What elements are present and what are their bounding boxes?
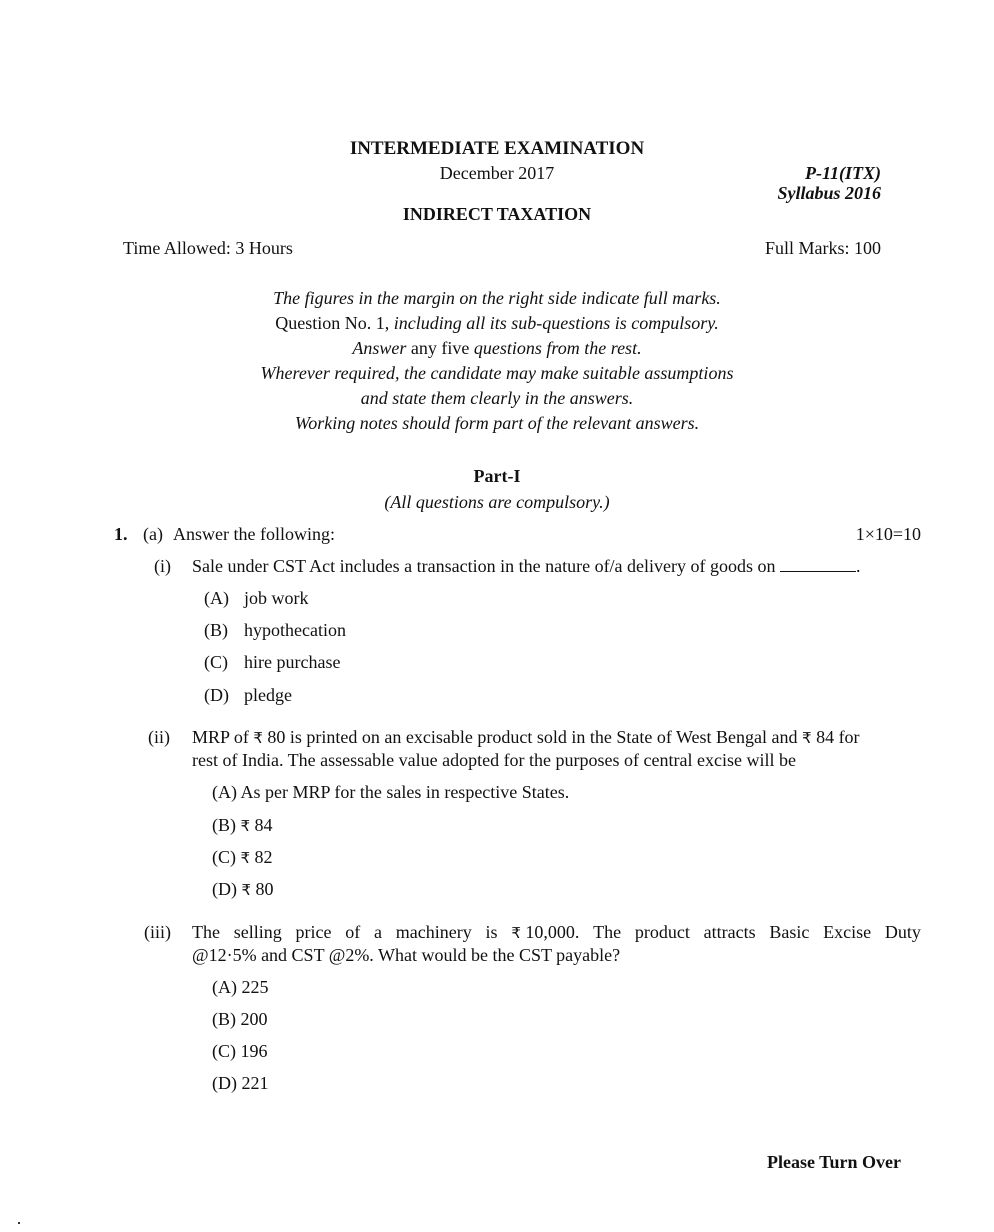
item-i-text — [192, 556, 861, 577]
instructions-block — [0, 286, 994, 436]
item-iii-option-d: (D) 221 — [212, 1073, 269, 1093]
instruction-line-2-normal: Question No. 1, — [275, 313, 394, 333]
item-i-option-b: (B) hypothecation — [204, 620, 346, 640]
item-ii-label: (ii) — [148, 727, 170, 747]
instruction-line-3 — [0, 336, 994, 361]
rupee-icon: ₹ — [240, 817, 251, 835]
rupee-icon: ₹ — [511, 924, 521, 942]
rupee-icon: ₹ — [241, 881, 252, 899]
instruction-line-3-italic-b: questions from the rest. — [473, 338, 642, 358]
instruction-line-5: and state them clearly in the answers. — [360, 388, 634, 408]
scan-speck — [18, 1222, 20, 1224]
instruction-line-4: Wherever required, the candidate may make suitable assumptions — [260, 363, 734, 383]
paper-code: P-11(ITX) — [805, 163, 881, 183]
instruction-line-3-italic-a: Answer — [352, 338, 407, 358]
item-i-option-a: (A) job work — [204, 588, 309, 608]
instruction-line-3-normal: any five — [406, 338, 474, 358]
item-i-suffix: . — [856, 556, 861, 576]
time-allowed: Time Allowed: 3 Hours — [123, 238, 293, 258]
rupee-icon: ₹ — [802, 729, 812, 747]
item-ii-option-c: (C) ₹ 82 — [212, 847, 273, 867]
full-marks: Full Marks: 100 — [764, 238, 881, 258]
instruction-line-6: Working notes should form part of the relevant answers. — [294, 413, 700, 433]
instruction-line-1: The figures in the margin on the right side indicate full marks. — [273, 288, 721, 308]
part-title: Part-I — [473, 466, 521, 486]
item-ii-text-line-2: rest of India. The assessable value adopted for the purposes of central excise will be — [192, 750, 796, 770]
item-ii-option-d: (D) ₹ 80 — [212, 879, 274, 899]
question-instruction: Answer the following: — [173, 524, 335, 544]
item-ii-option-b: (B) ₹ 84 — [212, 815, 273, 835]
item-ii-option-a: (A) As per MRP for the sales in respective States. — [212, 782, 570, 802]
item-ii-text-line-1: MRP of ₹ 80 is printed on an excisable product sold in the State of West Bengal and ₹ 84 for — [192, 727, 860, 747]
item-i-label: (i) — [154, 556, 171, 576]
exam-title: INTERMEDIATE EXAMINATION — [349, 138, 645, 159]
subject-title: INDIRECT TAXATION — [402, 204, 592, 224]
exam-session: December 2017 — [439, 163, 555, 183]
answer-blank — [780, 557, 856, 572]
item-iii-option-c: (C) 196 — [212, 1041, 268, 1061]
instruction-line-2 — [0, 311, 994, 336]
please-turn-over: Please Turn Over — [767, 1152, 901, 1172]
item-i-option-d: (D) pledge — [204, 685, 292, 705]
item-iii-label: (iii) — [144, 922, 171, 942]
rupee-icon: ₹ — [240, 849, 251, 867]
instruction-line-2-italic: including all its sub-questions is compulsory. — [393, 313, 719, 333]
syllabus-label: Syllabus 2016 — [777, 183, 881, 203]
item-i-question: Sale under CST Act includes a transaction in the nature of/a delivery of goods on — [192, 556, 776, 576]
part-subtitle: (All questions are compulsory.) — [384, 492, 610, 512]
question-number: 1. — [114, 524, 128, 544]
item-iii-option-b: (B) 200 — [212, 1009, 268, 1029]
question-marks: 1×10=10 — [855, 524, 921, 544]
item-i-option-c: (C) hire purchase — [204, 652, 341, 672]
item-iii-option-a: (A) 225 — [212, 977, 269, 997]
item-iii-text-line-2: @12·5% and CST @2%. What would be the CST payable? — [192, 945, 621, 965]
item-iii-text-line-1: The selling price of a machinery is ₹ 10,000. The product attracts Basic Excise Duty — [192, 922, 921, 942]
question-sub-label: (a) — [143, 524, 163, 544]
rupee-icon: ₹ — [253, 729, 263, 747]
